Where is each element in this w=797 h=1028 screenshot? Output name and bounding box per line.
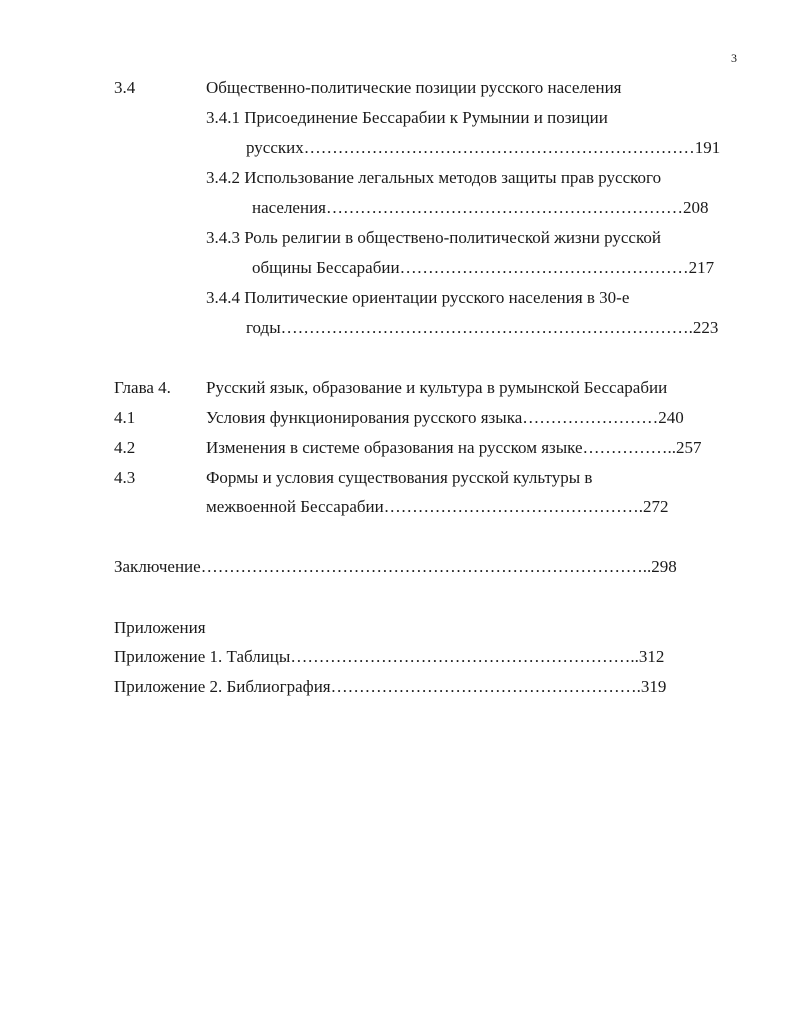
- toc-entry-4-3-line1: Формы и условия существования русской культуры в: [206, 468, 593, 487]
- toc-entry-4-1-number: 4.1: [114, 408, 136, 427]
- toc-entry-appendix-1: Приложение 1. Таблицы……………………………………………………..312: [114, 647, 665, 666]
- toc-entry-3-4-4-line1: 3.4.4 Политические ориентации русского населения в 30-е: [206, 288, 630, 307]
- toc-entry-3-4-2-line1: 3.4.2 Использование легальных методов защиты прав русского: [206, 168, 662, 187]
- toc-entry-4-2-number: 4.2: [114, 438, 136, 457]
- appendices-heading: Приложения: [114, 618, 206, 637]
- toc-entry-3-4-4-line2: годы……………………………………………………………….223: [246, 318, 719, 337]
- chapter-title: Русский язык, образование и культура в румынской Бессарабии: [206, 378, 668, 397]
- toc-entry-3-4-3-line1: 3.4.3 Роль религии в общественo-политической жизни русской: [206, 228, 661, 247]
- section-number: 3.4: [114, 78, 136, 97]
- chapter-number: Глава 4.: [114, 378, 171, 397]
- toc-entry-3-4-3-line2: общины Бессарабии……………………………………………217: [252, 258, 715, 277]
- section-title: Общественно-политические позиции русского населения: [206, 78, 622, 97]
- toc-entry-3-4-1-line2: русских……………………………………………………………191: [246, 138, 721, 157]
- toc-entry-4-3-number: 4.3: [114, 468, 136, 487]
- toc-entry-3-4-2-line2: населения………………………………………………………208: [252, 198, 709, 217]
- toc-entry-4-3-line2: межвоенной Бессарабии……………………………………….272: [206, 497, 669, 516]
- page-number: 3: [731, 51, 737, 65]
- toc-entry-appendix-2: Приложение 2. Библиография……………………………………………….319: [114, 677, 667, 696]
- toc-entry-3-4-1-line1: 3.4.1 Присоединение Бессарабии к Румынии и позиции: [206, 108, 608, 127]
- toc-entry-4-2: Изменения в системе образования на русском языке……………..257: [206, 438, 702, 457]
- toc-entry-4-1: Условия функционирования русского языка……………………240: [206, 408, 684, 427]
- toc-entry-conclusion: Заключение……………………………………………………………………..298: [114, 557, 677, 576]
